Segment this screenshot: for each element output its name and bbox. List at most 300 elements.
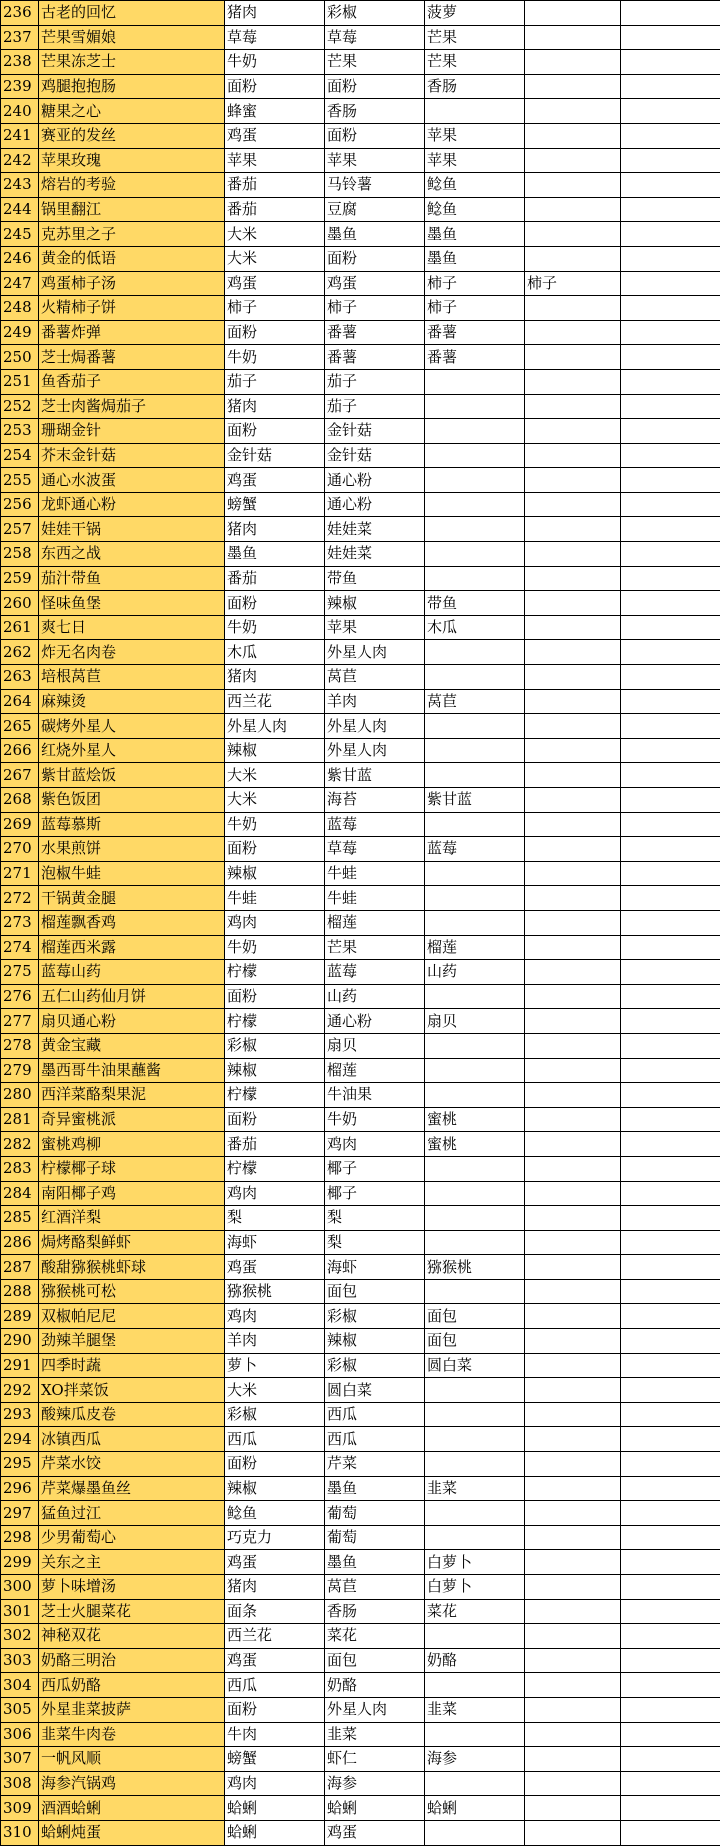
ingredient-cell <box>425 640 525 665</box>
ingredient-cell <box>425 910 525 935</box>
ingredient-cell: 梨 <box>325 1206 425 1231</box>
recipe-number-cell: 244 <box>1 197 39 222</box>
table-row <box>1 1279 720 1304</box>
ingredient-cell <box>525 1476 621 1501</box>
recipe-number-cell: 269 <box>1 812 39 837</box>
ingredient-cell: 羊肉 <box>225 1329 325 1354</box>
ingredient-cell <box>525 1353 621 1378</box>
ingredient-cell <box>525 148 621 173</box>
table-row <box>1 960 720 985</box>
recipe-name-cell: 南阳椰子鸡 <box>39 1181 225 1206</box>
table-row <box>1 443 720 468</box>
ingredient-cell: 鸡蛋 <box>325 271 425 296</box>
ingredient-cell: 紫甘蓝 <box>425 788 525 813</box>
ingredient-cell: 大米 <box>225 763 325 788</box>
ingredient-cell: 柠檬 <box>225 1083 325 1108</box>
table-row <box>1 566 720 591</box>
ingredient-cell <box>525 1304 621 1329</box>
empty-cell <box>621 99 720 124</box>
empty-cell <box>621 763 720 788</box>
recipe-number-cell: 240 <box>1 99 39 124</box>
ingredient-cell: 葡萄 <box>325 1525 425 1550</box>
table-row <box>1 1673 720 1698</box>
empty-cell <box>621 1747 720 1772</box>
ingredient-cell <box>525 1550 621 1575</box>
ingredient-cell: 草莓 <box>225 25 325 50</box>
ingredient-cell <box>525 123 621 148</box>
ingredient-cell: 面粉 <box>225 419 325 444</box>
ingredient-cell: 鲶鱼 <box>425 197 525 222</box>
recipe-number-cell: 308 <box>1 1771 39 1796</box>
table-row <box>1 1083 720 1108</box>
ingredient-cell: 面粉 <box>325 123 425 148</box>
recipe-number-cell: 284 <box>1 1181 39 1206</box>
recipe-number-cell: 288 <box>1 1279 39 1304</box>
empty-cell <box>621 1476 720 1501</box>
ingredient-cell <box>525 1501 621 1526</box>
table-row <box>1 984 720 1009</box>
ingredient-cell <box>525 1575 621 1600</box>
empty-cell <box>621 271 720 296</box>
ingredient-cell: 番茄 <box>225 1132 325 1157</box>
ingredient-cell: 彩椒 <box>325 1 425 26</box>
recipe-name-cell: 龙虾通心粉 <box>39 492 225 517</box>
empty-cell <box>621 197 720 222</box>
ingredient-cell: 蛤蜊 <box>325 1796 425 1821</box>
table-row <box>1 542 720 567</box>
ingredient-cell: 大米 <box>225 222 325 247</box>
ingredient-cell <box>425 1820 525 1845</box>
ingredient-cell: 草莓 <box>325 25 425 50</box>
table-row <box>1 1329 720 1354</box>
empty-cell <box>621 173 720 198</box>
ingredient-cell: 面粉 <box>225 984 325 1009</box>
ingredient-cell: 西兰花 <box>225 689 325 714</box>
recipe-name-cell: 紫色饭团 <box>39 788 225 813</box>
table-row <box>1 1476 720 1501</box>
recipe-name-cell: XO拌菜饭 <box>39 1378 225 1403</box>
table-row <box>1 837 720 862</box>
table-row <box>1 1206 720 1231</box>
ingredient-cell: 番茄 <box>225 566 325 591</box>
empty-cell <box>621 1402 720 1427</box>
recipe-name-cell: 古老的回忆 <box>39 1 225 26</box>
table-row <box>1 99 720 124</box>
ingredient-cell <box>425 99 525 124</box>
recipe-number-cell: 300 <box>1 1575 39 1600</box>
empty-cell <box>621 886 720 911</box>
ingredient-cell: 面粉 <box>225 320 325 345</box>
recipe-name-cell: 海参汽锅鸡 <box>39 1771 225 1796</box>
empty-cell <box>621 640 720 665</box>
ingredient-cell: 牛奶 <box>225 935 325 960</box>
recipe-name-cell: 外星韭菜披萨 <box>39 1697 225 1722</box>
recipe-name-cell: 干锅黄金腿 <box>39 886 225 911</box>
recipe-name-cell: 茄汁带鱼 <box>39 566 225 591</box>
ingredient-cell: 墨鱼 <box>325 222 425 247</box>
ingredient-cell <box>525 1427 621 1452</box>
ingredient-cell: 奶酪 <box>425 1648 525 1673</box>
ingredient-cell: 苹果 <box>325 615 425 640</box>
recipe-name-cell: 番薯炸弹 <box>39 320 225 345</box>
ingredient-cell: 蜜桃 <box>425 1132 525 1157</box>
empty-cell <box>621 1820 720 1845</box>
table-row <box>1 50 720 75</box>
ingredient-cell <box>425 984 525 1009</box>
ingredient-cell <box>525 1452 621 1477</box>
table-row <box>1 1697 720 1722</box>
recipe-name-cell: 麻辣烫 <box>39 689 225 714</box>
ingredient-cell <box>525 1648 621 1673</box>
recipe-number-cell: 295 <box>1 1452 39 1477</box>
ingredient-cell: 彩椒 <box>225 1033 325 1058</box>
empty-cell <box>621 1230 720 1255</box>
ingredient-cell: 鸡蛋 <box>225 468 325 493</box>
recipe-name-cell: 糖果之心 <box>39 99 225 124</box>
ingredient-cell <box>525 173 621 198</box>
empty-cell <box>621 50 720 75</box>
ingredient-cell <box>525 935 621 960</box>
empty-cell <box>621 123 720 148</box>
empty-cell <box>621 1009 720 1034</box>
ingredient-cell: 墨鱼 <box>425 246 525 271</box>
table-row <box>1 1525 720 1550</box>
ingredient-cell <box>525 197 621 222</box>
empty-cell <box>621 1132 720 1157</box>
table-row <box>1 492 720 517</box>
ingredient-cell: 芹菜 <box>325 1452 425 1477</box>
recipe-name-cell: 芝士肉酱焗茄子 <box>39 394 225 419</box>
ingredient-cell: 海参 <box>325 1771 425 1796</box>
ingredient-cell: 鲶鱼 <box>225 1501 325 1526</box>
ingredient-cell: 外星人肉 <box>325 1697 425 1722</box>
ingredient-cell <box>525 296 621 321</box>
recipe-number-cell: 274 <box>1 935 39 960</box>
ingredient-cell: 芒果 <box>425 50 525 75</box>
empty-cell <box>621 517 720 542</box>
ingredient-cell: 韭菜 <box>425 1476 525 1501</box>
table-row <box>1 1402 720 1427</box>
table-row <box>1 296 720 321</box>
ingredient-cell: 蛤蜊 <box>425 1796 525 1821</box>
recipe-number-cell: 271 <box>1 861 39 886</box>
recipe-number-cell: 264 <box>1 689 39 714</box>
recipe-name-cell: 酸辣瓜皮卷 <box>39 1402 225 1427</box>
recipe-name-cell: 双椒帕尼尼 <box>39 1304 225 1329</box>
ingredient-cell: 香肠 <box>325 1599 425 1624</box>
ingredient-cell <box>525 1279 621 1304</box>
recipe-number-cell: 299 <box>1 1550 39 1575</box>
recipe-number-cell: 265 <box>1 714 39 739</box>
ingredient-cell: 苹果 <box>425 148 525 173</box>
recipe-number-cell: 292 <box>1 1378 39 1403</box>
ingredient-cell: 鸡蛋 <box>225 123 325 148</box>
recipe-number-cell: 297 <box>1 1501 39 1526</box>
recipe-name-cell: 扇贝通心粉 <box>39 1009 225 1034</box>
recipe-name-cell: 少男葡萄心 <box>39 1525 225 1550</box>
table-row <box>1 788 720 813</box>
table-row <box>1 123 720 148</box>
ingredient-cell <box>525 25 621 50</box>
recipe-number-cell: 266 <box>1 738 39 763</box>
recipe-name-cell: 奇异蜜桃派 <box>39 1107 225 1132</box>
recipe-number-cell: 238 <box>1 50 39 75</box>
ingredient-cell: 鸡肉 <box>225 910 325 935</box>
recipe-name-cell: 酒酒蛤蜊 <box>39 1796 225 1821</box>
recipe-name-cell: 通心水波蛋 <box>39 468 225 493</box>
ingredient-cell <box>525 468 621 493</box>
ingredient-cell: 牛奶 <box>225 345 325 370</box>
ingredient-cell <box>525 1181 621 1206</box>
ingredient-cell: 墨鱼 <box>325 1476 425 1501</box>
recipe-number-cell: 239 <box>1 74 39 99</box>
ingredient-cell: 牛蛙 <box>225 886 325 911</box>
ingredient-cell <box>425 1230 525 1255</box>
ingredient-cell: 外星人肉 <box>225 714 325 739</box>
recipe-name-cell: 猛鱼过江 <box>39 1501 225 1526</box>
recipe-name-cell: 红酒洋梨 <box>39 1206 225 1231</box>
table-row <box>1 173 720 198</box>
empty-cell <box>621 1156 720 1181</box>
ingredient-cell <box>525 984 621 1009</box>
table-row <box>1 1550 720 1575</box>
ingredient-cell: 面粉 <box>225 1107 325 1132</box>
ingredient-cell: 柠檬 <box>225 960 325 985</box>
table-row <box>1 886 720 911</box>
empty-cell <box>621 1673 720 1698</box>
table-row <box>1 345 720 370</box>
ingredient-cell <box>525 640 621 665</box>
empty-cell <box>621 542 720 567</box>
ingredient-cell: 面粉 <box>225 1452 325 1477</box>
recipe-name-cell: 墨西哥牛油果蘸酱 <box>39 1058 225 1083</box>
empty-cell <box>621 714 720 739</box>
empty-cell <box>621 222 720 247</box>
ingredient-cell: 椰子 <box>325 1181 425 1206</box>
recipe-name-cell: 红烧外星人 <box>39 738 225 763</box>
ingredient-cell: 猪肉 <box>225 665 325 690</box>
ingredient-cell: 带鱼 <box>425 591 525 616</box>
empty-cell <box>621 861 720 886</box>
ingredient-cell: 金针菇 <box>325 443 425 468</box>
recipe-number-cell: 256 <box>1 492 39 517</box>
ingredient-cell: 猕猴桃 <box>225 1279 325 1304</box>
ingredient-cell: 海虾 <box>325 1255 425 1280</box>
recipe-number-cell: 278 <box>1 1033 39 1058</box>
recipe-name-cell: 榴莲西米露 <box>39 935 225 960</box>
ingredient-cell: 蜂蜜 <box>225 99 325 124</box>
ingredient-cell: 蛤蜊 <box>225 1820 325 1845</box>
recipe-number-cell: 303 <box>1 1648 39 1673</box>
ingredient-cell <box>425 861 525 886</box>
recipe-name-cell: 萝卜味增汤 <box>39 1575 225 1600</box>
ingredient-cell: 辣椒 <box>325 1329 425 1354</box>
ingredient-cell: 茄子 <box>225 369 325 394</box>
ingredient-cell: 紫甘蓝 <box>325 763 425 788</box>
table-row <box>1 1058 720 1083</box>
empty-cell <box>621 1181 720 1206</box>
recipe-number-cell: 243 <box>1 173 39 198</box>
ingredient-cell <box>425 812 525 837</box>
recipe-number-cell: 251 <box>1 369 39 394</box>
ingredient-cell <box>525 99 621 124</box>
recipe-name-cell: 劲辣羊腿堡 <box>39 1329 225 1354</box>
ingredient-cell <box>425 1427 525 1452</box>
empty-cell <box>621 1304 720 1329</box>
ingredient-cell <box>425 492 525 517</box>
recipe-name-cell: 一帆风顺 <box>39 1747 225 1772</box>
recipe-table-body <box>1 1 720 1846</box>
table-row <box>1 738 720 763</box>
ingredient-cell: 莴苣 <box>425 689 525 714</box>
empty-cell <box>621 984 720 1009</box>
empty-cell <box>621 1427 720 1452</box>
empty-cell <box>621 1452 720 1477</box>
table-row <box>1 1575 720 1600</box>
empty-cell <box>621 1378 720 1403</box>
recipe-name-cell: 芒果冻芝士 <box>39 50 225 75</box>
recipe-number-cell: 285 <box>1 1206 39 1231</box>
recipe-number-cell: 261 <box>1 615 39 640</box>
ingredient-cell: 奶酪 <box>325 1673 425 1698</box>
recipe-number-cell: 241 <box>1 123 39 148</box>
ingredient-cell: 扇贝 <box>425 1009 525 1034</box>
ingredient-cell <box>425 1181 525 1206</box>
ingredient-cell <box>525 542 621 567</box>
ingredient-cell: 面包 <box>425 1304 525 1329</box>
table-row <box>1 1033 720 1058</box>
table-row <box>1 1 720 26</box>
empty-cell <box>621 1033 720 1058</box>
table-row <box>1 1648 720 1673</box>
table-row <box>1 591 720 616</box>
ingredient-cell <box>425 1156 525 1181</box>
table-row <box>1 1304 720 1329</box>
ingredient-cell: 墨鱼 <box>225 542 325 567</box>
ingredient-cell <box>525 1599 621 1624</box>
ingredient-cell: 通心粉 <box>325 1009 425 1034</box>
ingredient-cell: 马铃薯 <box>325 173 425 198</box>
recipe-name-cell: 芝士火腿菜花 <box>39 1599 225 1624</box>
recipe-name-cell: 芒果雪媚娘 <box>39 25 225 50</box>
ingredient-cell: 鸡蛋 <box>225 1550 325 1575</box>
ingredient-cell: 韭菜 <box>325 1722 425 1747</box>
ingredient-cell: 芒果 <box>325 50 425 75</box>
recipe-name-cell: 鸡蛋柿子汤 <box>39 271 225 296</box>
table-row <box>1 222 720 247</box>
recipe-name-cell: 神秘双花 <box>39 1624 225 1649</box>
ingredient-cell: 圆白菜 <box>325 1378 425 1403</box>
ingredient-cell: 猪肉 <box>225 1 325 26</box>
ingredient-cell: 韭菜 <box>425 1697 525 1722</box>
ingredient-cell: 柠檬 <box>225 1156 325 1181</box>
ingredient-cell <box>425 1452 525 1477</box>
ingredient-cell <box>525 1058 621 1083</box>
ingredient-cell <box>425 419 525 444</box>
ingredient-cell <box>425 1771 525 1796</box>
ingredient-cell: 外星人肉 <box>325 738 425 763</box>
table-row <box>1 246 720 271</box>
ingredient-cell: 牛奶 <box>225 50 325 75</box>
ingredient-cell: 莴苣 <box>325 665 425 690</box>
recipe-name-cell: 蓝莓慕斯 <box>39 812 225 837</box>
ingredient-cell <box>425 369 525 394</box>
ingredient-cell <box>425 1033 525 1058</box>
ingredient-cell: 梨 <box>225 1206 325 1231</box>
empty-cell <box>621 320 720 345</box>
recipe-number-cell: 301 <box>1 1599 39 1624</box>
ingredient-cell <box>525 320 621 345</box>
empty-cell <box>621 1353 720 1378</box>
ingredient-cell: 牛奶 <box>325 1107 425 1132</box>
ingredient-cell: 海虾 <box>225 1230 325 1255</box>
ingredient-cell <box>525 1206 621 1231</box>
ingredient-cell <box>425 1058 525 1083</box>
table-row <box>1 1156 720 1181</box>
empty-cell <box>621 665 720 690</box>
recipe-number-cell: 305 <box>1 1697 39 1722</box>
empty-cell <box>621 1058 720 1083</box>
ingredient-cell: 鸡蛋 <box>225 271 325 296</box>
ingredient-cell: 螃蟹 <box>225 492 325 517</box>
ingredient-cell <box>425 763 525 788</box>
ingredient-cell: 面包 <box>325 1279 425 1304</box>
ingredient-cell: 蓝莓 <box>325 812 425 837</box>
ingredient-cell <box>525 246 621 271</box>
table-row <box>1 25 720 50</box>
recipe-name-cell: 鸡腿抱抱肠 <box>39 74 225 99</box>
ingredient-cell: 白萝卜 <box>425 1550 525 1575</box>
empty-cell <box>621 935 720 960</box>
ingredient-cell <box>425 1402 525 1427</box>
ingredient-cell: 牛奶 <box>225 615 325 640</box>
empty-cell <box>621 1206 720 1231</box>
table-row <box>1 812 720 837</box>
recipe-number-cell: 258 <box>1 542 39 567</box>
ingredient-cell <box>525 591 621 616</box>
table-row <box>1 1378 720 1403</box>
ingredient-cell: 西瓜 <box>325 1427 425 1452</box>
ingredient-cell: 面粉 <box>225 1697 325 1722</box>
ingredient-cell <box>525 1009 621 1034</box>
ingredient-cell: 面粉 <box>225 74 325 99</box>
ingredient-cell: 芒果 <box>425 25 525 50</box>
recipe-name-cell: 火精柿子饼 <box>39 296 225 321</box>
ingredient-cell <box>425 1501 525 1526</box>
recipe-number-cell: 255 <box>1 468 39 493</box>
recipe-number-cell: 302 <box>1 1624 39 1649</box>
table-row <box>1 935 720 960</box>
empty-cell <box>621 615 720 640</box>
ingredient-cell: 通心粉 <box>325 468 425 493</box>
empty-cell <box>621 1255 720 1280</box>
empty-cell <box>621 1722 720 1747</box>
empty-cell <box>621 492 720 517</box>
ingredient-cell <box>425 443 525 468</box>
ingredient-cell: 猪肉 <box>225 394 325 419</box>
ingredient-cell <box>525 1820 621 1845</box>
recipe-number-cell: 279 <box>1 1058 39 1083</box>
ingredient-cell: 山药 <box>425 960 525 985</box>
recipe-name-cell: 黄金宝藏 <box>39 1033 225 1058</box>
ingredient-cell: 墨鱼 <box>325 1550 425 1575</box>
ingredient-cell: 娃娃菜 <box>325 517 425 542</box>
ingredient-cell: 番茄 <box>225 173 325 198</box>
recipe-number-cell: 275 <box>1 960 39 985</box>
table-row <box>1 1009 720 1034</box>
recipe-name-cell: 爽七日 <box>39 615 225 640</box>
empty-cell <box>621 960 720 985</box>
